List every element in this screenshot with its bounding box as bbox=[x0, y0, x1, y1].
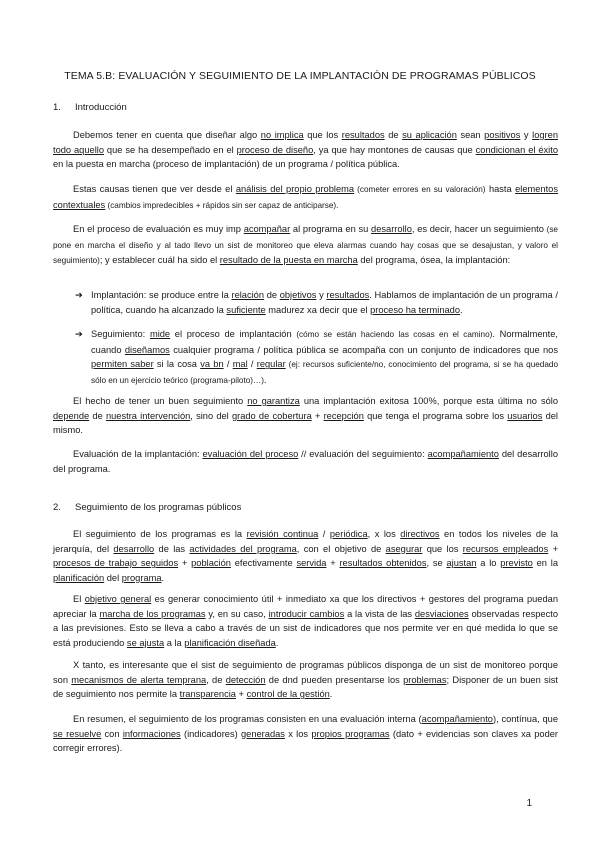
section-title: Seguimiento de los programas públicos bbox=[75, 502, 242, 513]
paragraph: Estas causas tienen que ver desde el análisis del propio problema (cometer errores en su valoración) hasta elementos contextuales (cambios impredecibles + rápidos sin ser capaz de anticiparse). bbox=[53, 184, 558, 210]
document-title: TEMA 5.B: EVALUACIÓN Y SEGUIMIENTO DE LA IMPLANTACIÓN DE PROGRAMAS PÚBLICOS bbox=[64, 70, 536, 82]
paragraph: Evaluación de la implantación: evaluación del proceso // evaluación del seguimiento: acompañamiento del desarrollo del programa. bbox=[53, 449, 558, 474]
paragraph: En resumen, el seguimiento de los programas consisten en una evaluación interna (acompañamiento), contínua, que se resuelve con informaciones (indicadores) generadas x los propios programas (dato + evidencias son claves xa poder corregir errores). bbox=[53, 714, 559, 754]
page-number: 1 bbox=[526, 798, 532, 809]
section-heading-seguimiento bbox=[53, 502, 241, 513]
arrow-right-icon: ➔ bbox=[75, 329, 83, 339]
paragraph: Debemos tener en cuenta que diseñar algo no implica que los resultados de su aplicación sean positivos y logren todo aquello que se ha desempeñado en el proceso de diseño, ya que hay montones de causas que condicionan el éxito en la puesta en marcha (proceso de implantación) de un programa / política pública. bbox=[53, 130, 558, 170]
section-number: 1. bbox=[53, 102, 61, 113]
list-item: ➔ Seguimiento: mide el proceso de implantación (cómo se están haciendo las cosas en el camino). Normalmente, cuando diseñamos cualquier programa / política pública se acompaña con un conjunto de indicadores que nos permiten saber si la cosa va bn / mal / regular (ej: recursos suficiente/no, conocimiento del programa, si se ha quedado sólo en un ejercicio teórico (programa-piloto)…). bbox=[75, 329, 559, 385]
paragraph: El objetivo general es generar conocimiento útil + inmediato xa que los directivos + gestores del programa puedan apreciar la marcha de los programas y, en su caso, introducir cambios a la vista de las desviaciones observadas respecto a las previsiones. Esto se lleva a cabo a través de un sist de indicadores que nos permite ver en qué medida lo que se está produciendo se ajusta a la planificación diseñada. bbox=[53, 594, 558, 648]
section-number: 2. bbox=[53, 502, 61, 513]
section-title: Introducción bbox=[75, 102, 127, 113]
list-item: ➔ Implantación: se produce entre la relación de objetivos y resultados. Hablamos de implantación de un programa / política, cuando ha alcanzado la suficiente madurez xa decir que el proceso ha terminado. bbox=[75, 290, 558, 315]
paragraph: El seguimiento de los programas es la revisión continua / periódica, x los directivos en todos los niveles de la jerarquía, del desarrollo de las actividades del programa, con el objetivo de asegurar que los recursos empleados + procesos de trabajo seguidos + población efectivamente servida + resultados obtenidos, se ajustan a lo previsto en la planificación del programa. bbox=[53, 529, 559, 583]
paragraph: X tanto, es interesante que el sist de seguimiento de programas públicos disponga de un sist de monitoreo porque son mecanismos de alerta temprana, de detección de dnd pueden presentarse los problemas; Disponer de un buen sist de seguimiento nos permite la transparencia + control de la gestión. bbox=[53, 660, 558, 700]
paragraph: En el proceso de evaluación es muy imp acompañar al programa en su desarrollo, es decir, hacer un seguimiento (se pone en marcha el diseño y al tado llevo un sist de monitoreo que eleva alarmas cuando hay cosas que se desajustan, y valoro el seguimiento); y establecer cuál ha sido el resultado de la puesta en marcha del programa, ósea, la implantación: bbox=[53, 224, 558, 266]
section-heading-introduccion bbox=[53, 102, 127, 113]
arrow-right-icon: ➔ bbox=[75, 290, 83, 300]
paragraph: El hecho de tener un buen seguimiento no garantiza una implantación exitosa 100%, porque esta última no sólo depende de nuestra intervención, sino del grado de cobertura + recepción que tenga el programa sobre los usuarios del mismo. bbox=[53, 396, 558, 436]
